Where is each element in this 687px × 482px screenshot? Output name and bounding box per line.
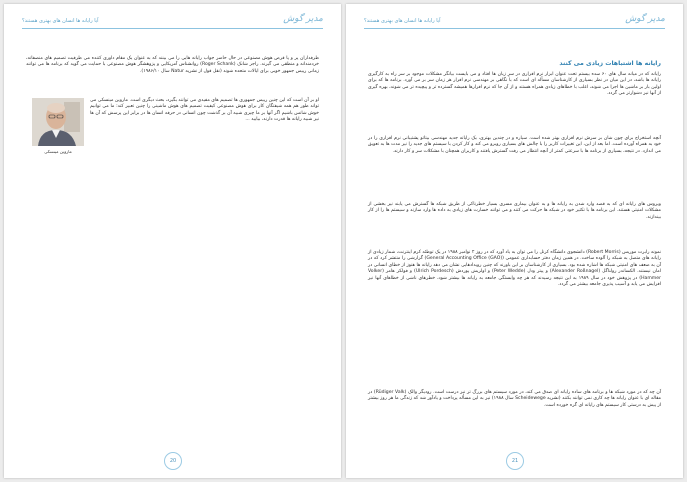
right-paragraph-2: آنچه استخراج برای چون شان بر سرش نرم افزاری بهتر شده است. سیاره و در چندین بهتری، یک رایانه جدید مهندسی بیتاتو پشتیبانی نرم افزاری را در خود به همراه آورده است. اما بعد از این، این تغییرات کاربر را با چالش های بسیاری روبرو می کند و کار کردن با سیستم های جدید را نیز مدت ها به تعویق می اندازد. در نتیجه، بسیاری از برنامه ها با سرعتی کمتر از آنچه انتظار می رفت گسترش یافتند و کاربران همچنان با مشکلات سر و کار دارند. (368, 136, 661, 154)
section-title: رایانه ها اشتباهات زیادی می کنند (559, 60, 661, 67)
right-paragraph-5: آن چه که در مورد شبکه ها و برنامه های ساده رایانه ای صدق می کند، در مورد سیستم های بزرگ تر نیز درست است. رودیگر والک (Rüdiger Valk) در مقاله ای با عنوان رایانه ها چه کاری نمی توانند بکنند (نشریه Scheidewege سال ۱۹۸۸) نیز به این مسأله پرداخت و یادآور شد که زندگی ما هر روز بیشتر از پیش به درستی کار سیستم های رایانه ای گره خورده است. (368, 390, 662, 408)
right-paragraph-3: ویروس های رایانه ای که به قصد وارد شدن به رایانه ها و به عنوان بیماری مسری بسیار خطرناکی از طریق شبکه ها گسترش می یابند نیز بخشی از مشکلات امنیتی هستند. این برنامه ها با تکثیر خود در شبکه ها حرکت می کنند و می توانند خسارت های زیادی به داده ها وارد سازند و سیستم ها را از کار بیندازند. (368, 202, 661, 220)
header-logo: مدیر گوش (283, 14, 323, 24)
left-paragraph-2: او بر آن است که این چنین رییس جمهوری ها تصمیم های مفیدی می توانند بگیرد، بحث دیگری است. ماروین مینسکی می تواند طور هم همه شیفتگان کار برای هوش مصنوعی کیفیت تصمیم های هوش ماشینی را چنین تعبیر کند: ما می توانیم خوش شانس باشیم اگر آنها بر ما چیزی شبیه آن بر گذشت چون انسانی در حرفه انسان ها در برابر این پرسش که آن ها نیز شبیه رایانه ها قدرت دارند، بیایید ... (90, 98, 319, 123)
left-paragraph-1: طرفداران پر و پا قرص هوش مصنوعی در حال حاضر جواب رایانه هایی را می بینند که به عنوان یک مقام داوری کننده می طرفیت تصمیم های منصفانه، خردمندانه و منطقی می گیرند. راجر شانک (Roger Schank) روانشناس آمریکایی و پژوهشگر هوش مصنوعی با حمایت می گوید که برنامه ها می توانند زمانی رییس جمهور خوبی برای ایالات متحده شوند (نقل قول از نشریه Natur سال ۱۹۸۶/۱۰). (26, 56, 319, 74)
right-paragraph-1: رایانه که در میانه سال های ۶۰ سده بیستم تحت عنوان ابزار نرم افزاری در سرِ زبان ها افتاد و می بایست بیانگر مشکلات موجود بر سر راه به کارگیری رایانه ها باشد، در این میان در نظر بسیاری از کارشناسان مسأله ای است که با نگاهی بر مهندسی نرم افزار هر زمان سر بر می آورد. برنامه ها که برای اولین بار بر ماشین ها اجرا می شوند، اغلب با خطاهای زیادی همراه هستند و از آن جا که نرم افزارها همیشه گسترده تر و پیچیده تر می شوند، بهره گیری از آنها نیز دشوارتر می گردد. (368, 72, 661, 97)
page-number-right: 21 (506, 452, 524, 470)
portrait-illustration (32, 98, 84, 146)
portrait-photo (32, 98, 84, 146)
left-page (4, 4, 341, 478)
photo-caption: ماروین مینسکی (44, 149, 72, 154)
right-paragraph-4: نمونه رابرت موریس (Robert Morris) دانشجوی دانشگاه کرنل را می توان به یاد آورد که در روز ۲ نوامبر ۱۹۸۸ در یک توطئه کرم اینترنت، شمار زیادی از رایانه های متصل به شبکه را آلوده ساخت. در همین زمان دفتر حسابداری عمومی (General Accounting Office (GAO)) گزارشی را منتشر کرد که در آن به ضعف های امنیتی شبکه ها اشاره شده بود. بسیاری از کارشناسان بر این باورند که چنین رویدادهایی نشان می دهد رایانه ها هنوز از خطای انسانی در امان نیستند. الکساندر رولناگل (Alexander Roßnagel) و پیتر ودل (Peter Wedde) و اولریش پوردش (Ulrich Pordesch) و فولکر هامر (Volker Hammer) در پژوهش خود در سال ۱۹۸۹ به این نتیجه رسیدند که هر چه وابستگی جامعه به رایانه ها بیشتر شود، خطرهای ناشی از خطاهای آنها نیز افزایش می یابد و آسیب پذیری جامعه بیشتر می گردد. (368, 250, 662, 288)
right-page (346, 4, 683, 478)
header-rule (22, 28, 323, 29)
page-number-left: 20 (164, 452, 182, 470)
header-title: آیا رایانه ها انسان های بهتری هستند؟ (22, 18, 99, 24)
header-title: آیا رایانه ها انسان های بهتری هستند؟ (364, 18, 441, 24)
header-logo: مدیر گوش (625, 14, 665, 24)
header-rule (364, 28, 665, 29)
